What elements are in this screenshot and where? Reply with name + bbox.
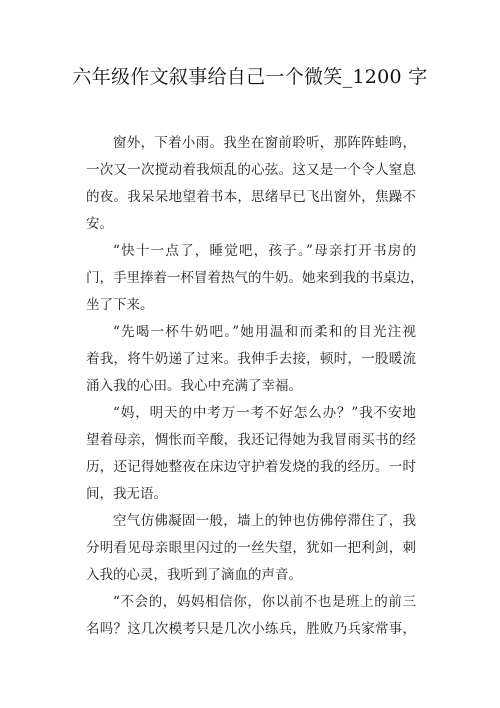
- text-line: 坐了下来。: [86, 297, 154, 313]
- text-line: 涌入我的心田。我心中充满了幸福。: [86, 378, 302, 394]
- text-line: 着我，将牛奶递了过来。我伸手去接，顿时，一股暖流: [86, 351, 416, 367]
- text-line: “不会的，妈妈相信你，你以前不也是班上的前三: [113, 594, 416, 610]
- document-body: [86, 130, 424, 643]
- text-line: 名吗？这几次模考只是几次小练兵，胜败乃兵家常事，: [86, 621, 416, 637]
- text-line: 分明看见母亲眼里闪过的一丝失望，犹如一把利剑，刺: [86, 540, 416, 556]
- text-line: 窗外，下着小雨。我坐在窗前聆听，那阵阵蛙鸣，: [113, 135, 416, 151]
- text-line: 入我的心灵，我听到了滴血的声音。: [86, 567, 302, 583]
- text-line: “快十一点了，睡觉吧，孩子。”母亲打开书房的: [113, 243, 416, 259]
- text-line: “先喝一杯牛奶吧。”她用温和而柔和的目光注视: [113, 324, 416, 340]
- text-line: 的夜。我呆呆地望着书本，思绪早已飞出窗外，焦躁不: [86, 189, 416, 205]
- document-title: 六年级作文叙事给自己一个微笑_1200 字: [72, 66, 428, 88]
- text-line: 空气仿佛凝固一般，墙上的钟也仿佛停滞住了，我: [113, 513, 416, 529]
- text-line: 望着母亲，惆怅而辛酸，我还记得她为我冒雨买书的经: [86, 432, 416, 448]
- text-line: 历，还记得她整夜在床边守护着发烧的我的经历。一时: [86, 459, 416, 475]
- text-line: 间，我无语。: [86, 486, 167, 502]
- text-line: 门，手里捧着一杯冒着热气的牛奶。她来到我的书桌边，: [86, 270, 424, 286]
- text-line: 一次又一次搅动着我烦乱的心弦。这又是一个令人窒息: [86, 162, 416, 178]
- text-line: “妈，明天的中考万一考不好怎么办？”我不安地: [113, 405, 416, 421]
- text-line: 安。: [86, 216, 113, 232]
